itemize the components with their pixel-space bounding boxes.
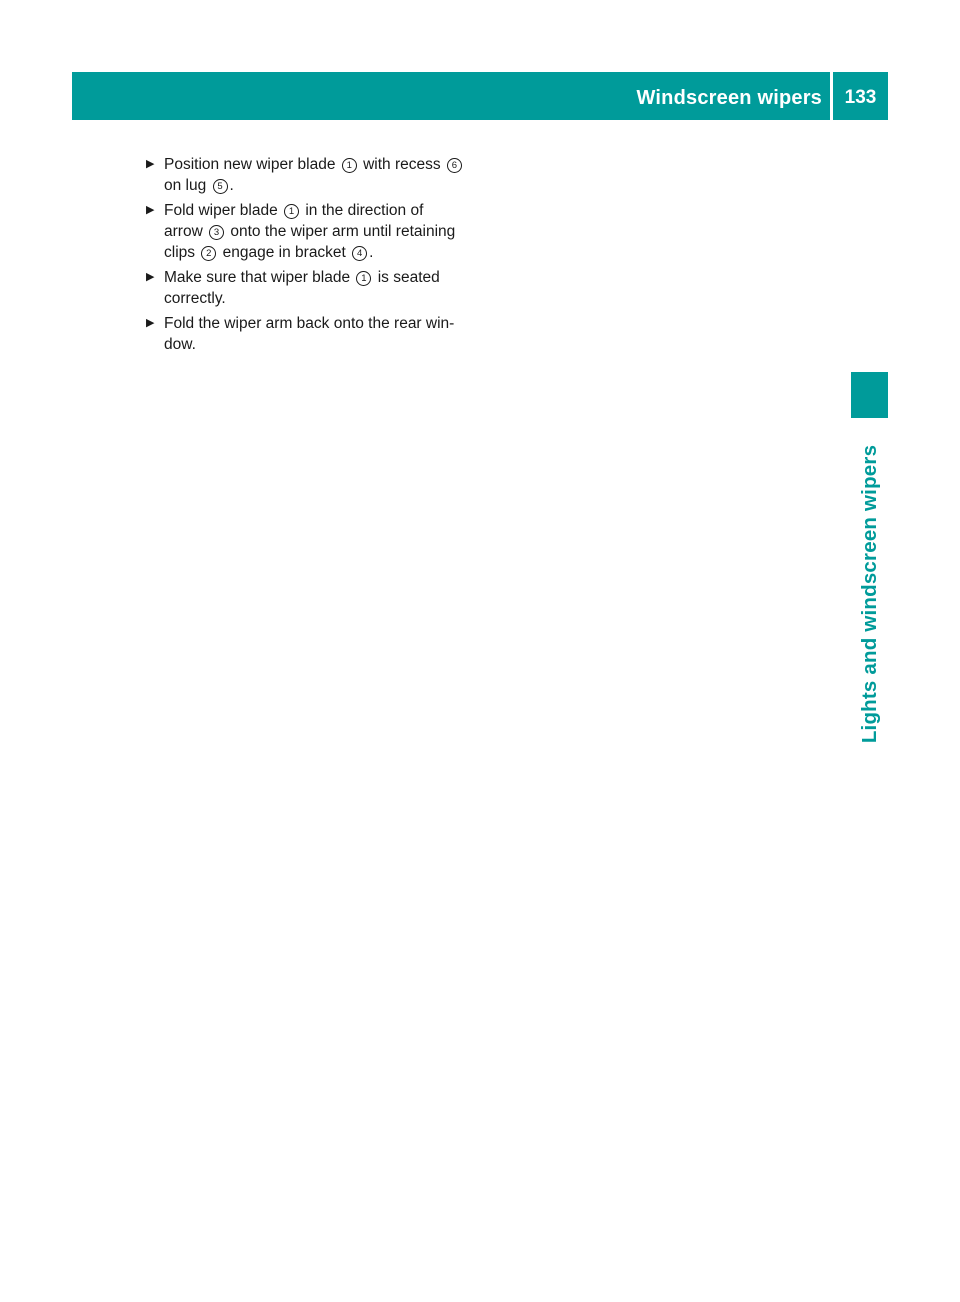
text-segment: Fold the wiper arm back onto the rear win- <box>164 315 455 332</box>
text-line <box>164 313 496 334</box>
callout-number-icon: 4 <box>352 246 367 261</box>
text-segment: clips <box>164 244 200 261</box>
instruction-step <box>146 154 496 196</box>
text-segment: . <box>369 244 374 261</box>
triangle-right-icon: ▶ <box>146 204 155 216</box>
text-segment: Position new wiper blade <box>164 156 340 173</box>
section-title: Windscreen wipers <box>636 87 822 109</box>
text-segment: on lug <box>164 177 211 194</box>
triangle-right-icon: ▶ <box>146 158 155 170</box>
triangle-right-icon: ▶ <box>146 271 155 283</box>
text-segment: engage in bracket <box>218 244 351 261</box>
callout-number-icon: 1 <box>356 271 371 286</box>
callout-number-icon: 3 <box>209 225 224 240</box>
page-number: 133 <box>844 87 877 108</box>
triangle-right-icon: ▶ <box>146 317 155 329</box>
text-segment: arrow <box>164 223 208 240</box>
callout-number-icon: 1 <box>284 204 299 219</box>
instruction-list <box>146 154 496 359</box>
text-segment: in the direction of <box>301 202 424 219</box>
instruction-text <box>164 313 496 355</box>
callout-number-icon: 5 <box>213 179 228 194</box>
text-line <box>164 288 496 309</box>
instruction-step <box>146 313 496 355</box>
chapter-tab-label: Lights and windscreen wipers <box>858 444 882 744</box>
text-line <box>164 221 496 242</box>
text-segment: is seated <box>373 269 440 286</box>
instruction-text <box>164 267 496 309</box>
text-segment: onto the wiper arm until retaining <box>226 223 456 240</box>
text-line <box>164 200 496 221</box>
callout-number-icon: 6 <box>447 158 462 173</box>
chapter-tab-marker <box>851 372 888 418</box>
instruction-step <box>146 267 496 309</box>
text-line <box>164 154 496 175</box>
text-segment: Make sure that wiper blade <box>164 269 355 286</box>
instruction-text <box>164 200 496 263</box>
text-segment: Fold wiper blade <box>164 202 283 219</box>
callout-number-icon: 1 <box>342 158 357 173</box>
chapter-tab <box>852 428 888 760</box>
text-line <box>164 334 496 355</box>
text-segment: correctly. <box>164 290 226 307</box>
header-bar <box>72 72 888 120</box>
text-segment: dow. <box>164 336 196 353</box>
text-line <box>164 242 496 263</box>
text-line <box>164 267 496 288</box>
callout-number-icon: 2 <box>201 246 216 261</box>
instruction-text <box>164 154 496 196</box>
text-segment: . <box>229 177 234 194</box>
text-segment: with recess <box>358 156 445 173</box>
instruction-step <box>146 200 496 263</box>
text-line <box>164 175 496 196</box>
